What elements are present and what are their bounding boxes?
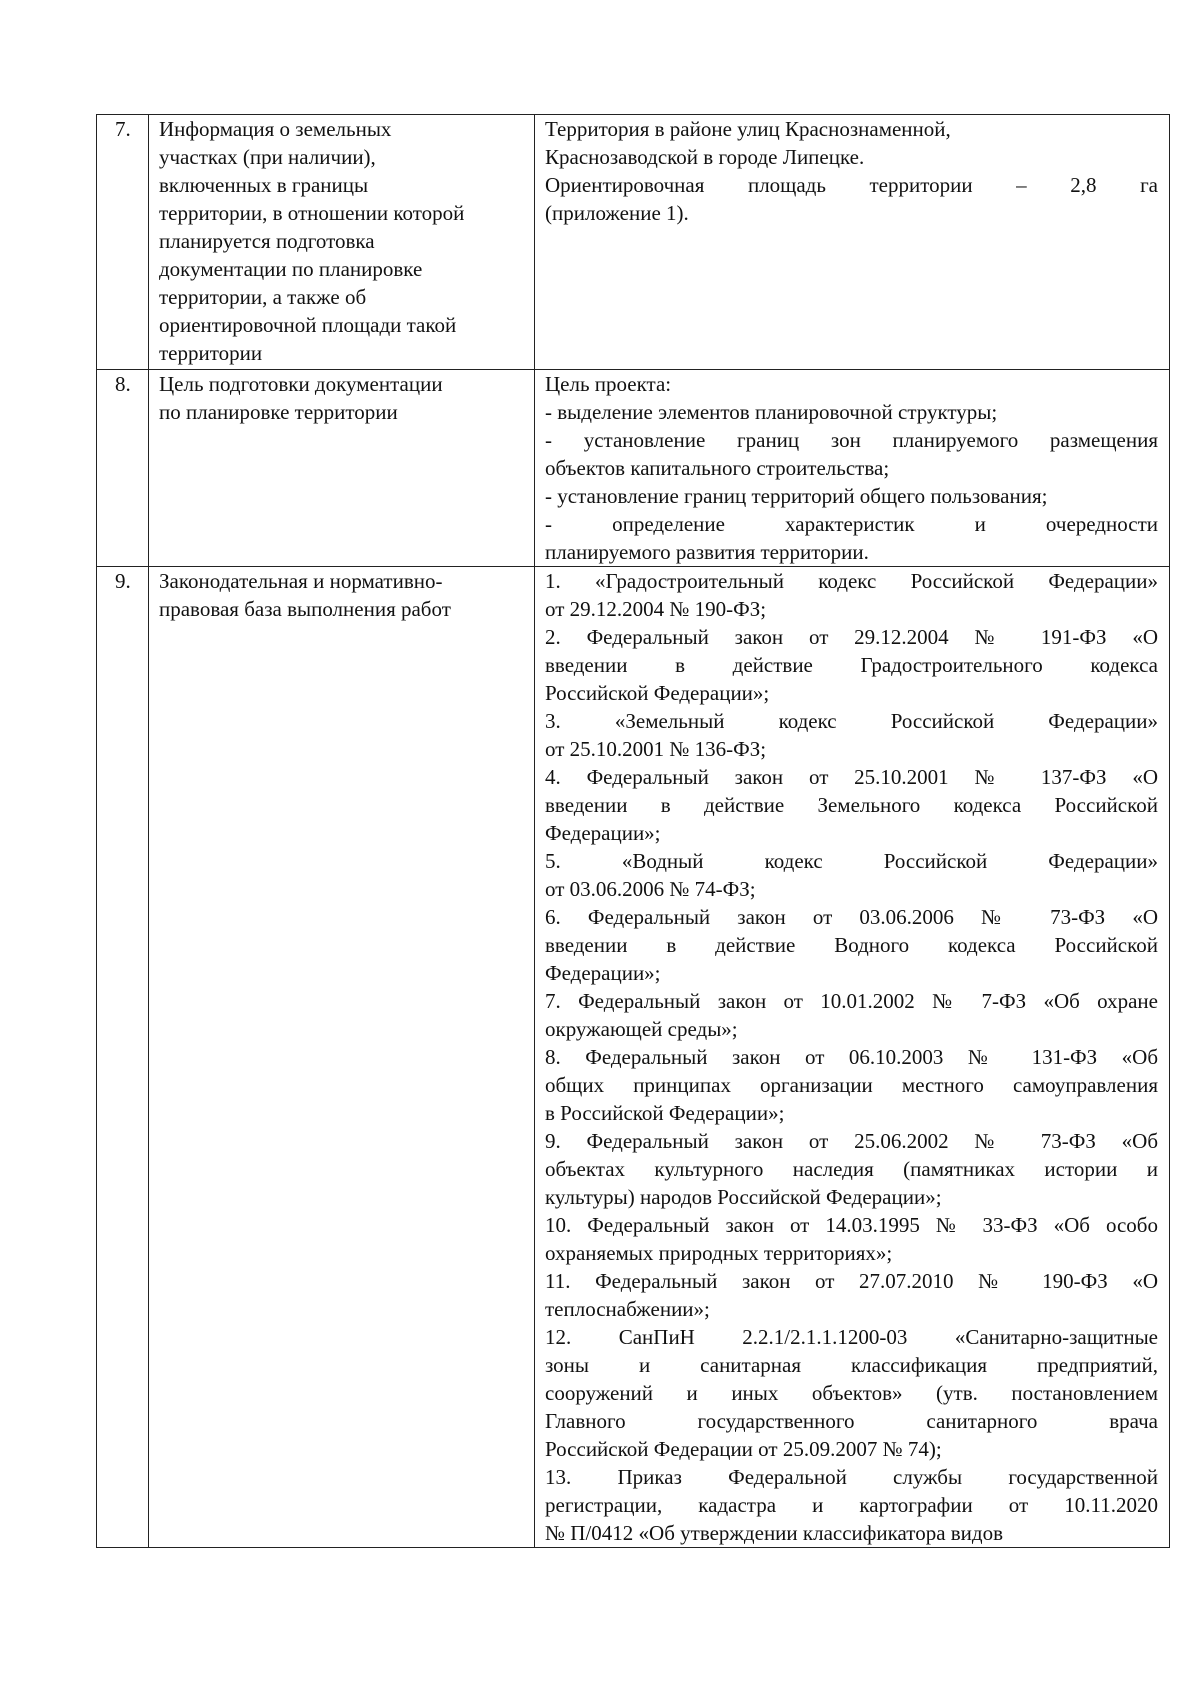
content-line: 5. «Водный кодекс Российской Федерации» bbox=[545, 849, 1158, 873]
content-line: 11. Федеральный закон от 27.07.2010 № 190-ФЗ «О bbox=[545, 1269, 1158, 1293]
content-line: от 29.12.2004 № 190-ФЗ; bbox=[545, 597, 767, 621]
content-line: планируемого развития территории. bbox=[545, 540, 869, 564]
content-line: (приложение 1). bbox=[545, 201, 689, 225]
table-row bbox=[97, 567, 1170, 1548]
content-line: от 25.10.2001 № 136-ФЗ; bbox=[545, 737, 767, 761]
content-line: в Российской Федерации»; bbox=[545, 1101, 785, 1125]
content-line: объектов капитального строительства; bbox=[545, 456, 890, 480]
row-number: 9. bbox=[97, 567, 149, 1548]
row-number: 7. bbox=[97, 115, 149, 370]
table-row bbox=[97, 115, 1170, 370]
content-line: 10. Федеральный закон от 14.03.1995 № 33-ФЗ «Об особо bbox=[545, 1213, 1158, 1237]
row-content bbox=[535, 567, 1170, 1548]
table-row bbox=[97, 370, 1170, 567]
content-line: 6. Федеральный закон от 03.06.2006 № 73-ФЗ «О bbox=[545, 905, 1158, 929]
row-content bbox=[535, 115, 1170, 370]
content-line: 3. «Земельный кодекс Российской Федерации» bbox=[545, 709, 1158, 733]
content-line: Федерации»; bbox=[545, 821, 661, 845]
content-line: 9. Федеральный закон от 25.06.2002 № 73-ФЗ «Об bbox=[545, 1129, 1158, 1153]
content-line: культуры) народов Российской Федерации»; bbox=[545, 1185, 942, 1209]
content-line: Краснозаводской в городе Липецке. bbox=[545, 145, 865, 169]
content-line: Цель проекта: bbox=[545, 372, 672, 396]
content-line: сооружений и иных объектов» (утв. постановлением bbox=[545, 1381, 1158, 1405]
content-line: введении в действие Земельного кодекса Российской bbox=[545, 793, 1158, 817]
row-title: Законодательная и нормативно- правовая база выполнения работ bbox=[149, 567, 535, 1548]
content-line: 8. Федеральный закон от 06.10.2003 № 131-ФЗ «Об bbox=[545, 1045, 1158, 1069]
content-line: - установление границ зон планируемого размещения bbox=[545, 428, 1158, 452]
content-line: 7. Федеральный закон от 10.01.2002 № 7-ФЗ «Об охране bbox=[545, 989, 1158, 1013]
content-line: окружающей среды»; bbox=[545, 1017, 738, 1041]
content-line: общих принципах организации местного самоуправления bbox=[545, 1073, 1158, 1097]
content-line: объектах культурного наследия (памятниках истории и bbox=[545, 1157, 1158, 1181]
content-line: теплоснабжении»; bbox=[545, 1297, 710, 1321]
content-line: Федерации»; bbox=[545, 961, 661, 985]
row-content bbox=[535, 370, 1170, 567]
content-line: 13. Приказ Федеральной службы государственной bbox=[545, 1465, 1158, 1489]
content-line: Территория в районе улиц Краснознаменной, bbox=[545, 117, 951, 141]
content-line: Главного государственного санитарного врача bbox=[545, 1409, 1158, 1433]
content-line: 12. СанПиН 2.2.1/2.1.1.1200-03 «Санитарно-защитные bbox=[545, 1325, 1158, 1349]
row-title: Информация о земельных участках (при наличии), включенных в границы территории, в отношении которой планируется подготовка документации по планировке территории, а также об ориентировочной площади такой территории bbox=[149, 115, 535, 370]
content-line: зоны и санитарная классификация предприятий, bbox=[545, 1353, 1158, 1377]
content-line: введении в действие Водного кодекса Российской bbox=[545, 933, 1158, 957]
content-line: регистрации, кадастра и картографии от 10.11.2020 bbox=[545, 1493, 1158, 1517]
requirements-table bbox=[96, 114, 1170, 1548]
content-line: № П/0412 «Об утверждении классификатора видов bbox=[545, 1521, 1004, 1545]
row-number: 8. bbox=[97, 370, 149, 567]
content-line: - определение характеристик и очередности bbox=[545, 512, 1158, 536]
content-line: от 03.06.2006 № 74-ФЗ; bbox=[545, 877, 756, 901]
content-line: 1. «Градостроительный кодекс Российской Федерации» bbox=[545, 569, 1158, 593]
content-line: Российской Федерации»; bbox=[545, 681, 770, 705]
content-line: Российской Федерации от 25.09.2007 № 74); bbox=[545, 1437, 942, 1461]
content-line: введении в действие Градостроительного кодекса bbox=[545, 653, 1158, 677]
content-line: охраняемых природных территориях»; bbox=[545, 1241, 893, 1265]
row-title: Цель подготовки документации по планировке территории bbox=[149, 370, 535, 567]
content-line: 2. Федеральный закон от 29.12.2004 № 191-ФЗ «О bbox=[545, 625, 1158, 649]
content-line: - установление границ территорий общего пользования; bbox=[545, 484, 1048, 508]
content-line: 4. Федеральный закон от 25.10.2001 № 137-ФЗ «О bbox=[545, 765, 1158, 789]
content-line: Ориентировочная площадь территории – 2,8 га bbox=[545, 173, 1158, 197]
content-line: - выделение элементов планировочной структуры; bbox=[545, 400, 998, 424]
